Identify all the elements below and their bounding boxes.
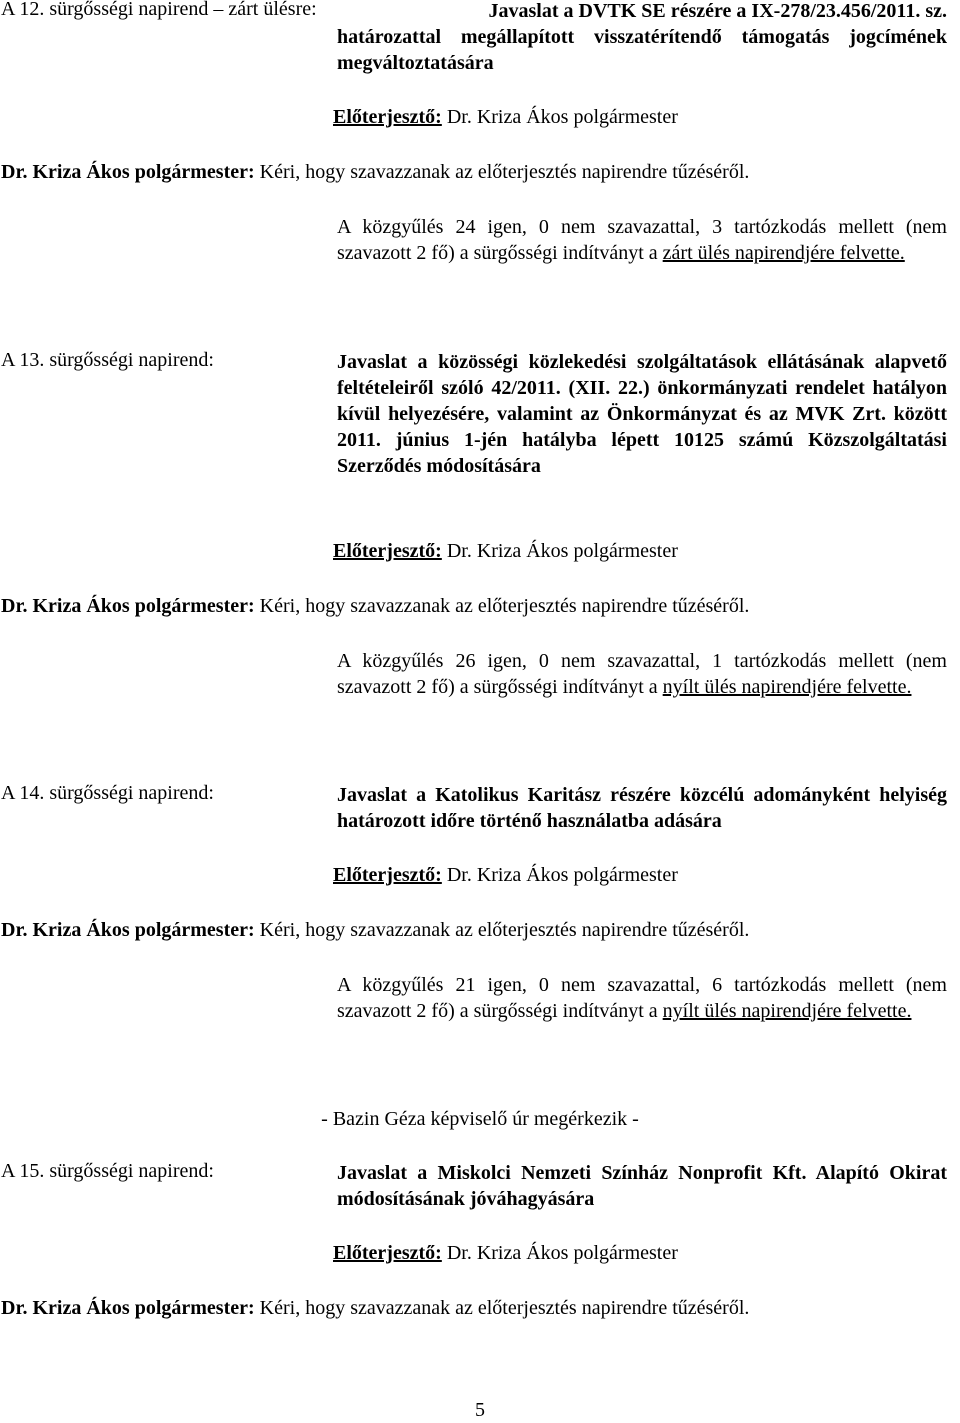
agenda-label: A 15. sürgősségi napirend: [1, 1160, 214, 1182]
presenter-name: Dr. Kriza Ákos polgármester [446, 106, 678, 128]
speaker-line [1, 917, 749, 943]
vote-decision: zárt ülés napirendjére felvette. [662, 242, 905, 264]
presenter-line [333, 538, 960, 564]
presenter-name: Dr. Kriza Ákos polgármester [446, 864, 678, 886]
speaker-text: Kéri, hogy szavazzanak az előterjesztés napirendre tűzéséről. [259, 595, 750, 617]
arrival-note: - Bazin Géza képviselő úr megérkezik - [321, 1108, 639, 1130]
speaker-name: Dr. Kriza Ákos polgármester: [1, 919, 255, 941]
speaker-text: Kéri, hogy szavazzanak az előterjesztés napirendre tűzéséről. [259, 919, 750, 941]
vote-result [337, 972, 947, 1024]
presenter-name: Dr. Kriza Ákos polgármester [446, 540, 678, 562]
speaker-name: Dr. Kriza Ákos polgármester: [1, 595, 255, 617]
vote-decision: nyílt ülés napirendjére felvette. [662, 676, 912, 698]
presenter-label: Előterjesztő: [333, 540, 442, 562]
vote-text: A közgyűlés 26 igen, 0 nem szavazattal, 1 tartózkodás mellett (nem szavazott 2 fő) a sürgősségi indítványt a [337, 650, 947, 698]
speaker-line [1, 1295, 749, 1321]
speaker-line [1, 593, 749, 619]
presenter-line [333, 104, 960, 130]
agenda-title: Javaslat a Miskolci Nemzeti Színház Nonprofit Kft. Alapító Okirat módosításának jóváhagyására [337, 1162, 947, 1210]
presenter-label: Előterjesztő: [333, 1242, 442, 1264]
speaker-name: Dr. Kriza Ákos polgármester: [1, 1297, 255, 1319]
speaker-name: Dr. Kriza Ákos polgármester: [1, 161, 255, 183]
agenda-label: A 14. sürgősségi napirend: [1, 782, 214, 804]
presenter-name: Dr. Kriza Ákos polgármester [446, 1242, 678, 1264]
presenter-label: Előterjesztő: [333, 106, 442, 128]
agenda-label: A 12. sürgősségi napirend – zárt ülésre: [1, 0, 317, 20]
page-number: 5 [475, 1399, 485, 1421]
presenter-label: Előterjesztő: [333, 864, 442, 886]
vote-text: A közgyűlés 21 igen, 0 nem szavazattal, 6 tartózkodás mellett (nem szavazott 2 fő) a sürgősségi indítványt a [337, 974, 947, 1022]
agenda-title: Javaslat a közösségi közlekedési szolgáltatások ellátásának alapvető feltételeiről szóló 42/2011. (XII. 22.) önkormányzati rendelet hatályon kívül helyezésére, valamint az Önkormányzat és az MVK Zrt. között 2011. június 1-jén hatályba lépett 10125 számú Közszolgáltatási Szerződés módosítására [337, 351, 947, 477]
vote-decision: nyílt ülés napirendjére felvette. [662, 1000, 912, 1022]
vote-text: A közgyűlés 24 igen, 0 nem szavazattal, 3 tartózkodás mellett (nem szavazott 2 fő) a sürgősségi indítványt a [337, 216, 947, 264]
presenter-line [333, 862, 960, 888]
agenda-title: határozattal megállapított visszatérítendő támogatás jogcímének megváltoztatására [337, 26, 947, 74]
speaker-line [1, 159, 749, 185]
speaker-text: Kéri, hogy szavazzanak az előterjesztés napirendre tűzéséről. [259, 1297, 750, 1319]
agenda-label: A 13. sürgősségi napirend: [1, 349, 214, 371]
agenda-title: Javaslat a Katolikus Karitász részére közcélú adományként helyiség határozott időre történő használatba adására [337, 784, 947, 832]
agenda-title-first-line: Javaslat a DVTK SE részére a IX-278/23.456/2011. sz. [488, 0, 947, 22]
presenter-line [333, 1240, 960, 1266]
speaker-text: Kéri, hogy szavazzanak az előterjesztés napirendre tűzéséről. [259, 161, 750, 183]
vote-result [337, 214, 947, 266]
vote-result [337, 648, 947, 700]
